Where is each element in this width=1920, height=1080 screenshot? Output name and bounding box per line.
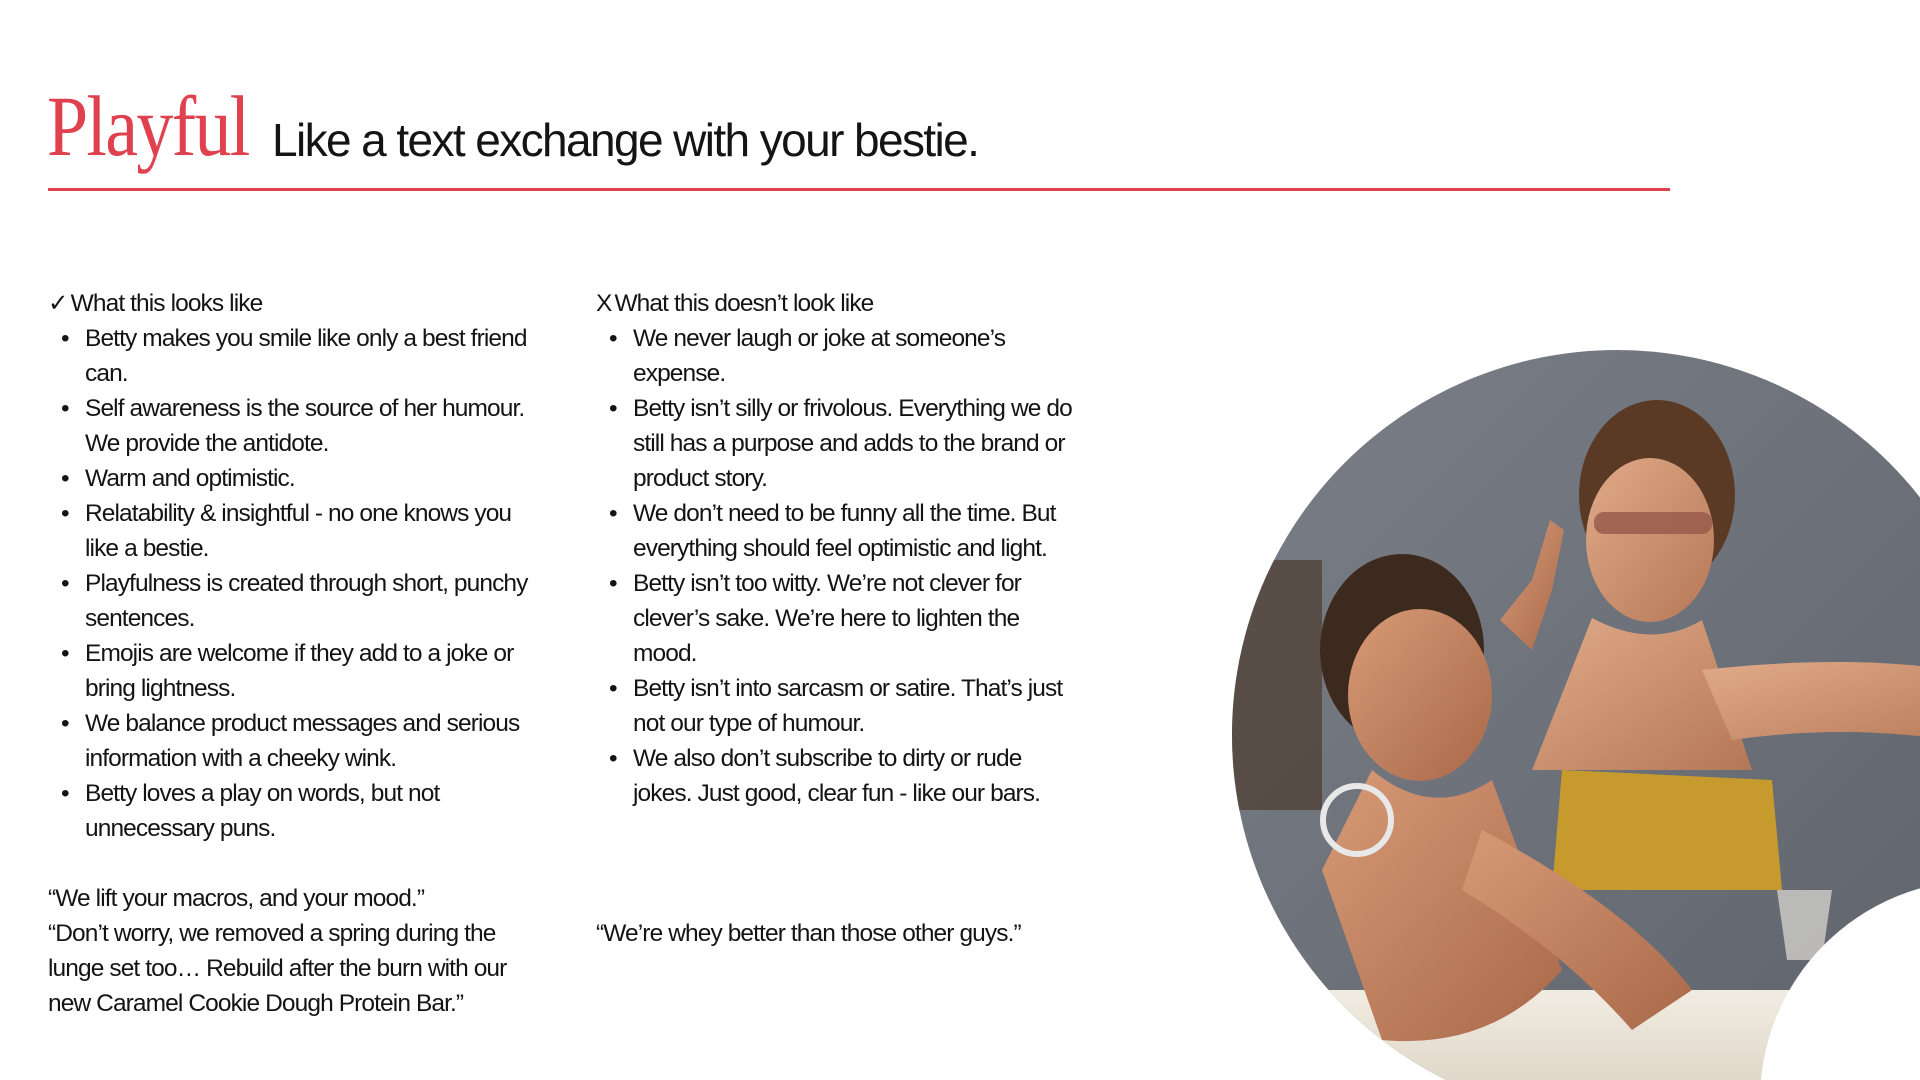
dont-heading — [596, 286, 1076, 321]
do-list-item — [48, 496, 548, 566]
dont-list-item-text: We never laugh or joke at someone’s expense. — [633, 325, 1006, 387]
do-list — [48, 321, 548, 846]
bullet-icon: • — [61, 325, 69, 352]
page-headline: Like a text exchange with your bestie. — [272, 114, 979, 166]
cross-icon: X — [596, 290, 612, 317]
do-heading-label: What this looks like — [70, 290, 263, 317]
do-list-item-text: Emojis are welcome if they add to a joke or bring lightness. — [85, 640, 514, 702]
dont-list-item-text: We also don’t subscribe to dirty or rude jokes. Just good, clear fun - like our bars. — [633, 745, 1041, 807]
do-column — [48, 286, 548, 846]
dont-column — [596, 286, 1076, 811]
bullet-icon: • — [61, 395, 69, 422]
dont-list-item — [596, 566, 1076, 671]
dont-list-item — [596, 391, 1076, 496]
dont-list-item — [596, 496, 1076, 566]
do-list-item-text: Warm and optimistic. — [85, 465, 295, 492]
example-quote: “We lift your macros, and your mood.” — [48, 885, 425, 912]
do-list-item — [48, 391, 548, 461]
bullet-icon: • — [609, 325, 617, 352]
do-list-item — [48, 321, 548, 391]
bullet-icon: • — [61, 780, 69, 807]
do-example-quotes — [48, 881, 528, 1021]
bullet-icon: • — [609, 500, 617, 527]
dont-list-item — [596, 321, 1076, 391]
dont-list — [596, 321, 1076, 811]
do-list-item-text: Self awareness is the source of her humour. We provide the antidote. — [85, 395, 525, 457]
do-list-item-text: We balance product messages and serious information with a cheeky wink. — [85, 710, 520, 772]
bullet-icon: • — [609, 675, 617, 702]
do-heading — [48, 286, 548, 321]
photo-doorframe — [1232, 560, 1322, 810]
do-list-item — [48, 566, 548, 636]
do-list-item-text: Playfulness is created through short, punchy sentences. — [85, 570, 528, 632]
dont-heading-label: What this doesn’t look like — [614, 290, 874, 317]
dont-list-item — [596, 741, 1076, 811]
bullet-icon: • — [609, 570, 617, 597]
dont-example-quotes — [596, 916, 1116, 951]
bullet-icon: • — [61, 500, 69, 527]
do-list-item — [48, 776, 548, 846]
dont-list-item — [596, 671, 1076, 741]
do-list-item — [48, 636, 548, 706]
dont-list-item-text: Betty isn’t into sarcasm or satire. That’s just not our type of humour. — [633, 675, 1063, 737]
do-list-item-text: Betty makes you smile like only a best friend can. — [85, 325, 527, 387]
example-quote: “We’re whey better than those other guys.” — [596, 920, 1021, 947]
bullet-icon: • — [61, 570, 69, 597]
bullet-icon: • — [61, 710, 69, 737]
dont-list-item-text: Betty isn’t too witty. We’re not clever for clever’s sake. We’re here to lighten the mood. — [633, 570, 1021, 667]
header-divider — [48, 188, 1670, 191]
dont-list-item-text: We don’t need to be funny all the time. But everything should feel optimistic and light. — [633, 500, 1056, 562]
bullet-icon: • — [61, 465, 69, 492]
do-list-item-text: Relatability & insightful - no one knows you like a bestie. — [85, 500, 512, 562]
do-list-item — [48, 461, 548, 496]
bullet-icon: • — [61, 640, 69, 667]
brand-word-title: Playful — [47, 78, 249, 174]
do-list-item — [48, 706, 548, 776]
check-icon: ✓ — [48, 290, 68, 317]
example-quote: “Don’t worry, we removed a spring during the lunge set too… Rebuild after the burn with our new Caramel Cookie Dough Protein Bar.” — [48, 920, 507, 1017]
dont-list-item-text: Betty isn’t silly or frivolous. Everything we do still has a purpose and adds to the brand or product story. — [633, 395, 1072, 492]
bullet-icon: • — [609, 745, 617, 772]
do-list-item-text: Betty loves a play on words, but not unnecessary puns. — [85, 780, 440, 842]
bullet-icon: • — [609, 395, 617, 422]
